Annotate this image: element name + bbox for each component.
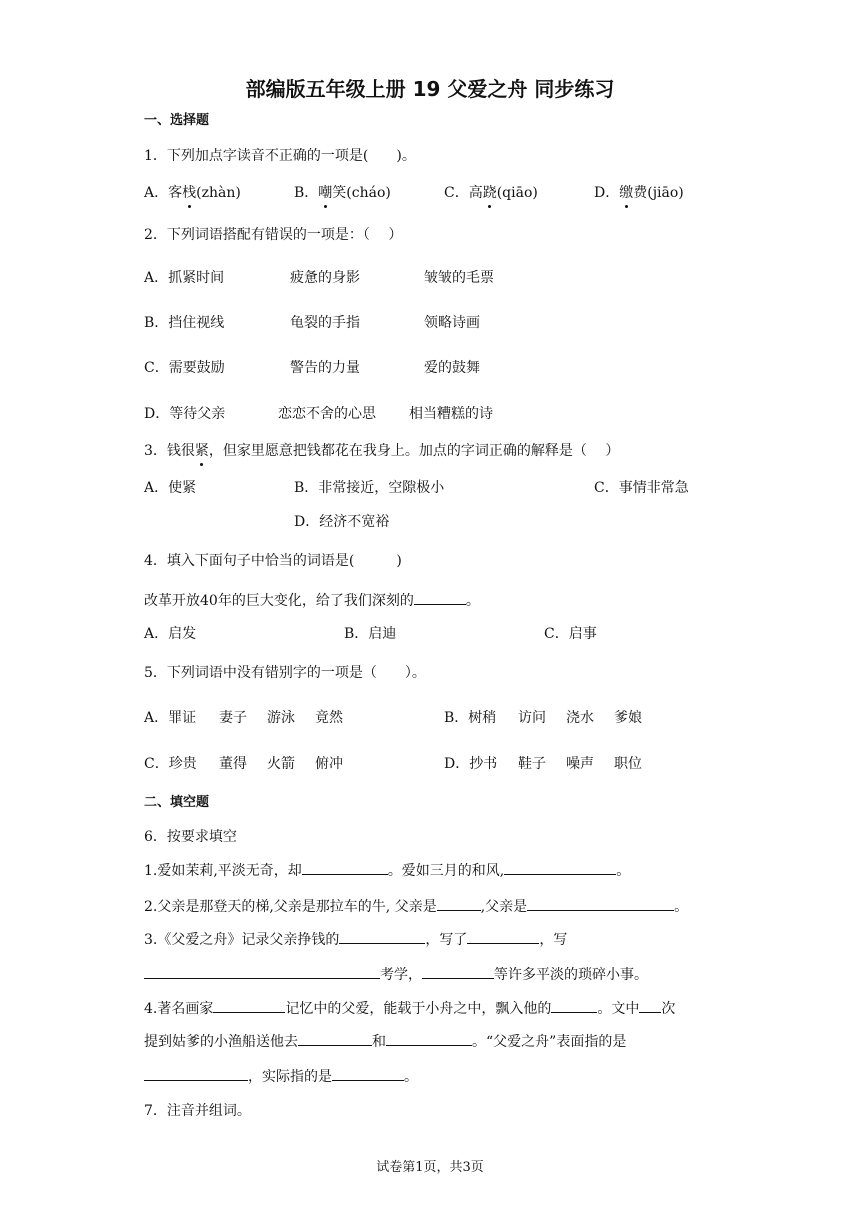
q5-option-d-w2: 鞋子 (518, 756, 546, 772)
q3-option-a: A．使紧 (144, 480, 197, 496)
answer-blank (213, 998, 285, 1013)
answer-blank (437, 896, 481, 911)
q6-line-4: 考学， 等许多平淡的琐碎小事。 (144, 964, 648, 985)
q5-option-a-w3: 游泳 (267, 710, 295, 726)
q5-option-b-w1: B．树稍 (444, 710, 497, 726)
q2-option-d-col2: 恋恋不舍的心思 (278, 406, 376, 422)
answer-blank (298, 1031, 372, 1046)
q6-line-7: ，实际指的是 。 (144, 1066, 418, 1087)
q6-line-5: 4.著名画家 记忆中的父爱，能载于小舟之中，飘入他的 。文中 次 (144, 998, 675, 1019)
q5-option-a-w2: 妻子 (219, 710, 247, 726)
q5-option-b-w3: 浇水 (566, 710, 594, 726)
q2-option-a-col1: A．抓紧时间 (144, 270, 225, 286)
q3-option-c: C．事情非常急 (594, 480, 689, 496)
q5-option-d-w1: D．抄书 (444, 756, 498, 772)
q5-option-c-w3: 火箭 (267, 756, 295, 772)
q1-option-c: C．高跷(qiāo) (444, 185, 538, 201)
question-6-stem: 6．按要求填空 (144, 829, 237, 845)
question-3-stem: 3．钱很紧，但家里愿意把钱都花在我身上。加点的字词正确的解释是（ ） (144, 443, 620, 459)
q5-option-d-w3: 噪声 (566, 756, 594, 772)
q5-option-c-w2: 董得 (219, 756, 247, 772)
q6-line-3: 3.《父爱之舟》记录父亲挣钱的 ，写了 ，写 (144, 929, 567, 950)
answer-blank (639, 998, 661, 1013)
q4-option-c: C．启事 (544, 626, 597, 642)
page-title: 部编版五年级上册 19 父爱之舟 同步练习 (245, 77, 615, 101)
answer-blank (332, 1066, 404, 1081)
answer-blank (144, 1066, 248, 1081)
answer-blank (504, 860, 616, 875)
q1-option-b: B．嘲笑(cháo) (294, 185, 391, 201)
q5-option-c-w1: C．珍贵 (144, 756, 197, 772)
q6-line-2: 2.父亲是那登天的梯,父亲是那拉车的牛, 父亲是 ,父亲是 。 (144, 896, 688, 917)
q2-option-b-col1: B．挡住视线 (144, 315, 225, 331)
q6-line-1: 1.爱如茉莉,平淡无奇，却 。爱如三月的和风, 。 (144, 860, 630, 881)
question-7-stem: 7．注音并组词。 (144, 1103, 251, 1119)
q2-option-d-col3: 相当糟糕的诗 (409, 406, 493, 422)
question-1-stem: 1．下列加点字读音不正确的一项是( )。 (144, 148, 416, 164)
section-heading-fill: 二、填空题 (144, 795, 210, 810)
q3-option-b: B．非常接近，空隙极小 (294, 480, 445, 496)
q6-line-6: 提到姑爹的小渔船送他去 和 。“父爱之舟”表面指的是 (144, 1031, 626, 1052)
q2-option-b-col2: 龟裂的手指 (290, 315, 360, 331)
q1-option-a: A．客栈(zhàn) (144, 185, 241, 201)
answer-blank (144, 964, 380, 979)
q5-option-a-w1: A．罪证 (144, 710, 197, 726)
q3-option-d: D．经济不宽裕 (294, 514, 390, 530)
q5-option-a-w4: 竟然 (315, 710, 343, 726)
answer-blank (386, 1031, 472, 1046)
q2-option-c-col3: 爱的鼓舞 (424, 360, 480, 376)
q4-option-a: A．启发 (144, 626, 197, 642)
answer-blank (414, 590, 466, 605)
q2-option-a-col2: 疲惫的身影 (290, 270, 360, 286)
question-4-stem: 4．填入下面句子中恰当的词语是( ) (144, 553, 402, 569)
section-heading-choice: 一、选择题 (144, 113, 210, 128)
q2-option-a-col3: 皱皱的毛票 (424, 270, 494, 286)
q1-option-d: D．缴费(jiāo) (594, 185, 684, 201)
question-5-stem: 5．下列词语中没有错别字的一项是（ ）。 (144, 665, 426, 681)
q4-sentence: 改革开放40年的巨大变化，给了我们深刻的 。 (144, 590, 480, 611)
page-footer: 试卷第1页，共3页 (376, 1160, 484, 1175)
question-2-stem: 2．下列词语搭配有错误的一项是：（ ） (144, 227, 403, 243)
q2-option-d-col1: D．等待父亲 (144, 406, 226, 422)
q5-option-b-w2: 访问 (518, 710, 546, 726)
q2-option-b-col3: 领略诗画 (424, 315, 480, 331)
q5-option-c-w4: 俯冲 (315, 756, 343, 772)
q5-option-d-w4: 职位 (614, 756, 642, 772)
q2-option-c-col1: C．需要鼓励 (144, 360, 225, 376)
answer-blank (302, 860, 388, 875)
q5-option-b-w4: 爹娘 (614, 710, 642, 726)
q4-option-b: B．启迪 (344, 626, 397, 642)
answer-blank (339, 929, 425, 944)
answer-blank (422, 964, 494, 979)
answer-blank (467, 929, 539, 944)
answer-blank (527, 896, 674, 911)
q2-option-c-col2: 警告的力量 (290, 360, 360, 376)
answer-blank (551, 998, 597, 1013)
